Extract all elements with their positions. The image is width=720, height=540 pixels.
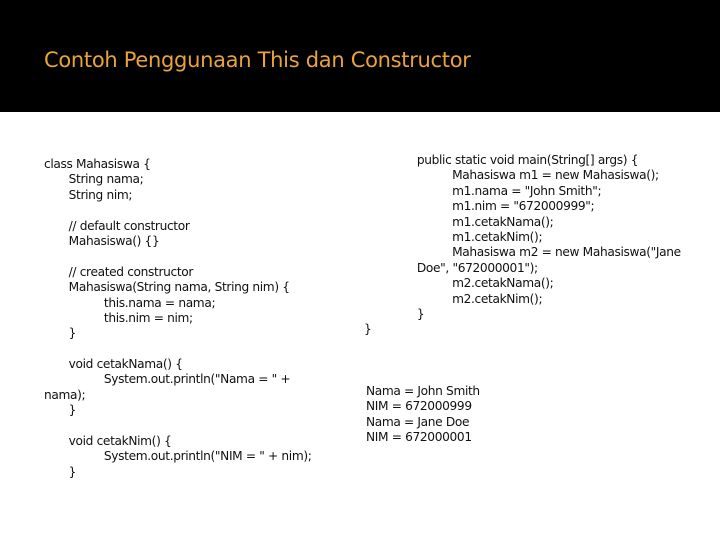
code-line: this.nama = nama; bbox=[44, 295, 216, 310]
code-line: void cetakNama() { bbox=[44, 357, 183, 372]
output-line: NIM = 672000001 bbox=[366, 430, 472, 445]
code-line bbox=[44, 419, 312, 434]
slide-title: Contoh Penggunaan This dan Constructor bbox=[44, 48, 471, 72]
output-line: NIM = 672000999 bbox=[366, 399, 472, 414]
output-line: Nama = Jane Doe bbox=[366, 414, 470, 429]
code-line: } bbox=[44, 326, 77, 341]
code-line: Mahasiswa() {} bbox=[44, 233, 160, 248]
code-line: m1.nim = "672000999"; bbox=[364, 199, 595, 214]
code-line: String nim; bbox=[44, 187, 133, 202]
title-bar bbox=[0, 0, 720, 112]
code-line: Mahasiswa m1 = new Mahasiswa(); bbox=[364, 168, 659, 183]
code-line: m2.cetakNama(); bbox=[364, 276, 554, 291]
code-line: // created constructor bbox=[44, 264, 194, 279]
code-line: System.out.println("Nama = " + bbox=[44, 372, 291, 387]
output-line: Nama = John Smith bbox=[366, 384, 480, 398]
code-line: public static void main(String[] args) { bbox=[364, 153, 639, 167]
code-line: m1.cetakNim(); bbox=[364, 229, 543, 244]
code-line: void cetakNim() { bbox=[44, 434, 172, 449]
code-line: System.out.println("NIM = " + nim); bbox=[44, 449, 312, 464]
code-line: } bbox=[44, 403, 77, 418]
code-line: m2.cetakNim(); bbox=[364, 291, 543, 306]
program-output bbox=[366, 384, 480, 446]
code-line bbox=[44, 203, 312, 218]
code-line: } bbox=[44, 464, 77, 479]
code-line: Doe", "672000001"); bbox=[364, 260, 538, 275]
code-line: } bbox=[364, 322, 372, 337]
code-line: String nama; bbox=[44, 172, 144, 187]
code-line: } bbox=[364, 306, 425, 321]
code-line: Mahasiswa(String nama, String nim) { bbox=[44, 280, 290, 295]
code-line bbox=[44, 249, 312, 264]
code-line bbox=[44, 342, 312, 357]
code-line: nama); bbox=[44, 387, 86, 402]
code-line: m1.cetakNama(); bbox=[364, 214, 554, 229]
class-code-block bbox=[44, 157, 312, 480]
code-line: // default constructor bbox=[44, 218, 190, 233]
code-line: m1.nama = "John Smith"; bbox=[364, 183, 602, 198]
main-code-block bbox=[364, 153, 681, 338]
code-line: class Mahasiswa { bbox=[44, 157, 151, 171]
code-line: Mahasiswa m2 = new Mahasiswa("Jane bbox=[364, 245, 681, 260]
code-line: this.nim = nim; bbox=[44, 310, 193, 325]
